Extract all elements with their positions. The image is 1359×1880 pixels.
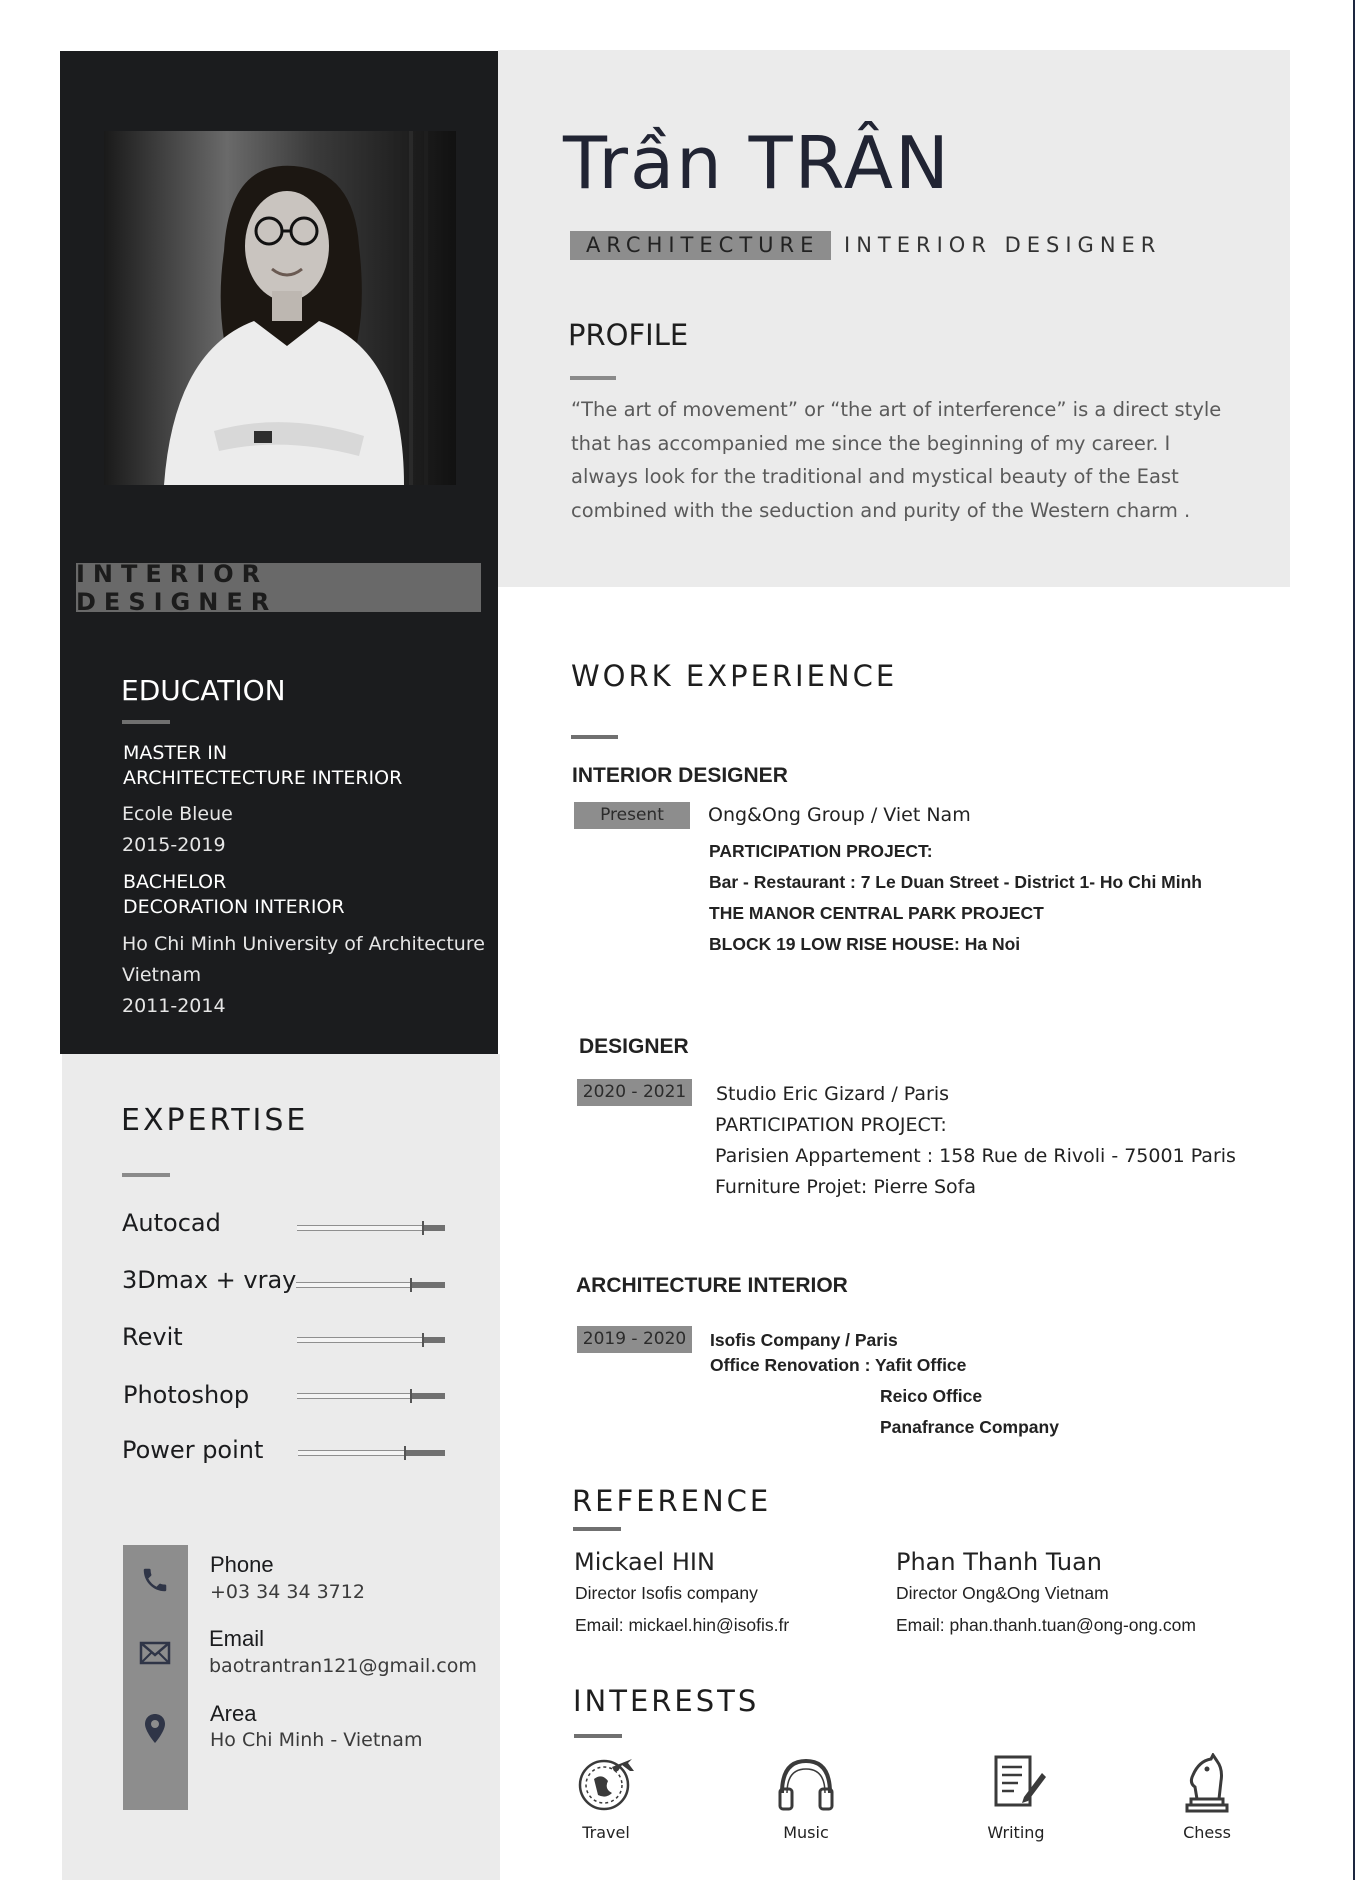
profile-text: “The art of movement” or “the art of interference” is a direct style that has accompanied me since the beginning of my career. I always look for the traditional and mystical beauty of the East combined with the seduction and purity of the Western charm . [571, 398, 1222, 522]
interest-label: Writing [987, 1823, 1045, 1842]
area-label: Area [210, 1701, 257, 1726]
skill-bar-marker [404, 1446, 406, 1460]
email-value: baotrantran121@gmail.com [209, 1655, 477, 1677]
job-detail: Office Renovation : Yafit Office [710, 1355, 967, 1375]
interest-music [746, 1753, 866, 1842]
job-company: Isofis Company / Paris [710, 1330, 898, 1350]
job-detail: Bar - Restaurant : 7 Le Duan Street - District 1- Ho Chi Minh [709, 872, 1202, 892]
interest-travel [546, 1753, 666, 1842]
skill-bar-fill [405, 1450, 445, 1456]
reference-rule [573, 1527, 621, 1531]
education-degree-1-line1: MASTER IN [123, 742, 228, 764]
job-detail: PARTICIPATION PROJECT: [709, 841, 933, 861]
job-detail: BLOCK 19 LOW RISE HOUSE: Ha Noi [709, 934, 1021, 954]
reference-name: Phan Thanh Tuan [896, 1548, 1103, 1576]
education-degree-2-line2: DECORATION INTERIOR [123, 896, 345, 918]
education-degree-2-line1: BACHELOR [123, 871, 227, 893]
job-detail: PARTICIPATION PROJECT: [715, 1114, 947, 1136]
page-edge-line [1353, 0, 1355, 1880]
phone-label: Phone [210, 1552, 274, 1577]
location-pin-icon [143, 1713, 167, 1749]
expertise-rule [122, 1173, 170, 1177]
person-name: Trần TRÂN [563, 121, 951, 205]
email-label: Email [209, 1626, 265, 1651]
education-rule [122, 720, 170, 724]
job-title: INTERIOR DESIGNER [572, 764, 788, 787]
job-detail: Furniture Projet: Pierre Sofa [715, 1176, 976, 1198]
role-banner [76, 559, 481, 616]
job-title: ARCHITECTURE INTERIOR [576, 1274, 848, 1297]
skill-bar [298, 1450, 445, 1456]
skill-name: Photoshop [123, 1381, 250, 1409]
profile-rule [570, 376, 616, 380]
job-detail: Panafrance Company [880, 1417, 1059, 1437]
work-experience-title: WORK EXPERIENCE [571, 659, 898, 693]
skill-bar-marker [422, 1221, 424, 1235]
education-years-2: 2011-2014 [122, 995, 226, 1017]
skill-bar [297, 1393, 445, 1399]
interest-label: Music [783, 1823, 829, 1842]
skill-bar-marker [410, 1278, 412, 1292]
job-title: DESIGNER [579, 1035, 689, 1058]
globe-plane-icon [574, 1753, 638, 1813]
job-detail: THE MANOR CENTRAL PARK PROJECT [709, 903, 1044, 923]
headphones-icon [774, 1753, 838, 1813]
reference-email: Email: mickael.hin@isofis.fr [575, 1615, 790, 1635]
interests-title: INTERESTS [573, 1684, 760, 1718]
education-school-2: Ho Chi Minh University of Architecture [122, 933, 485, 955]
job-company: Ong&Ong Group / Viet Nam [708, 804, 971, 826]
skill-name: Revit [122, 1323, 183, 1351]
education-school-1: Ecole Bleue [122, 803, 233, 825]
interest-label: Chess [1183, 1823, 1231, 1842]
chess-knight-icon [1175, 1753, 1239, 1813]
area-value: Ho Chi Minh - Vietnam [210, 1729, 423, 1751]
reference-name: Mickael HIN [574, 1548, 715, 1576]
skill-bar-fill [411, 1282, 445, 1288]
job-detail: Parisien Appartement : 158 Rue de Rivoli - 75001 Paris [715, 1145, 1236, 1167]
skill-bar-fill [411, 1393, 445, 1399]
education-country-2: Vietnam [122, 964, 202, 986]
education-degree-1-line2: ARCHITECTECTURE INTERIOR [123, 767, 403, 789]
skill-bar-fill [423, 1225, 445, 1231]
profile-photo [104, 131, 456, 485]
job-period-badge: 2020 - 2021 [577, 1079, 692, 1106]
subtitle-rest-text: INTERIOR DESIGNER [844, 233, 1162, 257]
skill-bar [296, 1282, 445, 1288]
email-icon [139, 1640, 171, 1670]
phone-icon [140, 1565, 170, 1599]
expertise-title: EXPERTISE [121, 1103, 309, 1138]
skill-name: 3Dmax + vray [122, 1266, 297, 1294]
reference-role: Director Isofis company [575, 1583, 758, 1603]
writing-icon [984, 1753, 1048, 1813]
subtitle-highlight-text: ARCHITECTURE [586, 233, 820, 257]
reference-role: Director Ong&Ong Vietnam [896, 1583, 1109, 1603]
job-period-badge: 2019 - 2020 [577, 1326, 692, 1353]
education-title: EDUCATION [121, 674, 286, 707]
work-experience-rule [571, 735, 618, 739]
interest-label: Travel [582, 1823, 630, 1842]
interest-chess [1147, 1753, 1267, 1842]
interest-writing [956, 1753, 1076, 1842]
education-years-1: 2015-2019 [122, 834, 226, 856]
skill-bar [297, 1225, 445, 1231]
education-degree-2 [123, 870, 345, 920]
role-banner-text: INTERIOR DESIGNER [76, 559, 278, 616]
reference-title: REFERENCE [572, 1484, 772, 1518]
skill-bar-fill [423, 1337, 445, 1343]
skill-bar-marker [422, 1333, 424, 1347]
education-degree-1 [123, 741, 402, 791]
interests-rule [574, 1734, 622, 1738]
job-company: Studio Eric Gizard / Paris [716, 1083, 950, 1105]
skill-bar-marker [410, 1389, 412, 1403]
job-detail: Reico Office [880, 1386, 983, 1406]
profile-title: PROFILE [568, 318, 689, 352]
skill-name: Autocad [122, 1209, 221, 1237]
phone-value: +03 34 34 3712 [210, 1581, 365, 1603]
reference-email: Email: phan.thanh.tuan@ong-ong.com [896, 1615, 1196, 1635]
skill-name: Power point [122, 1436, 264, 1464]
job-period-badge: Present [574, 802, 690, 829]
skill-bar [297, 1337, 445, 1343]
